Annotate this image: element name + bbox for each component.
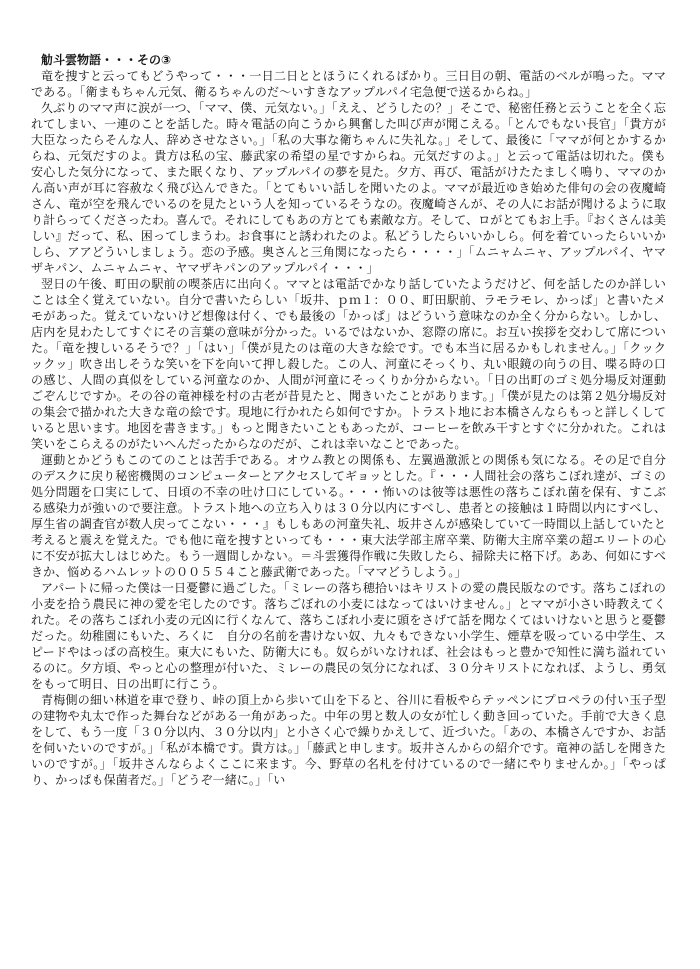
paragraph-6: 青梅側の細い林道を車で登り、峠の頂上から歩いて山を下ると、谷川に看板やらテッペンにプロペラの付い玉子型の建物や丸太で作った舞台などがある一角があった。中年の男と数人の女が忙しく動き回っていた。手前で大きく息をして、もう一度「３０分以内、３０分以内」と小さく心で繰りかえして、近づいた。「あの、本橋さんですか、お話を伺いたいのですが。」「私が本橋です。貴方は。」「藤武と申します。坂井さんからの紹介です。竜神の話しを聞きたいのですが。」「坂井さんならよくここに来ます。今、野草の名札を付けているので一緒にやりませんか。」「やっぱり、かっぱも保菌者だ。」「どうぞ一緒に。」「い — [31, 693, 666, 787]
paragraph-4: 運動とかどうもこのてのことは苦手である。オウム教との関係も、左翼過激派との関係も気になる。その足で自分のデスクに戻り秘密機関のコンピューターとアクセスしてギョッとした。『・・・人間社会の落ちこぼれ達が、ゴミの処分問題を口実にして、日頃の不幸の吐け口にしている。・・・怖いのは彼等は悪性の落ちこぼれ菌を保有、すこぶる感染力が強いので要注意。トラスト地への立ち入りは３０分以内にすべし、患者との接触は１時間以内にすべし、厚生省の調査官が数人戻ってこない・・・』もしもあの河童失礼、坂井さんが感染していて一時間以上話していたと考えると震えを覚えた。でも他に竜を捜すといっても・・・東大法学部主席卒業、防衛大主席卒業の超エリートの心に不安が拡大しはじめた。もう一週間しかない。＝斗雲獲得作戦に失敗したら、掃除夫に格下げ。ああ、何如にすべきか、悩めるハムレットの００５５４こと藤武衛であった。「ママどうしよう。」 — [31, 453, 666, 579]
document-title: 觔斗雲物語・・・その③ — [41, 53, 172, 67]
paragraph-2: 久ぶりのママ声に涙が一つ、「ママ、僕、元気ない。」「ええ、どうしたの？」そこで、秘密任務と云うことを全く忘れてしまい、一連のことを話した。時々電話の向こうから興奮した叫び声が聞こえる。「とんでもない長官」「貴方が大臣なったらそんな人、辞めさせなさい。」「私の大事な衛ちゃんに失礼な。」そして、最後に「ママが何とかするからね、元気だすのよ。貴方は私の宝、藤武家の希望の星ですからね。元気だすのよ。」と云って電話は切れた。僕も安心した気分になって、また眠くなり、アップルパイの夢を見た。夕方、再び、電話がけたたましく鳴り、ママのかん高い声が耳に容赦なく飛び込んできた。「とてもいい話しを聞いたのよ。ママが最近ゆき始めた俳句の会の夜魔崎さん、竜が空を飛んでいるのを見たという人を知っているそうなの。夜魔崎さんが、その人にお話が聞けるように取り計らってくださったわ。喜んで。それにしてもあの方とても素敵な方。そして、ロがとてもお上手。『おくさんは美しい』だって、私、困ってしまうわ。お食事にと誘われたのよ。私どうしたらいいかしら。何を着ていったらいいかしら、アアどういしましょう。恋の予感。奥さんと三角関になったら・・・・」「ムニャムニャ、アップルパイ、ヤマザキパン、ムニャムニャ、ヤマザキパンのアップルパイ・・・」 — [31, 101, 666, 275]
paragraph-3: 翌日の午後、町田の駅前の喫茶店に出向く。ママとは電話でかなり話していたようだけど、何を話したのか詳しいことは全く覚えていない。自分で書いたらしい「坂井、ｐｍ１：００、町田駅前、ラモラモレ、かっぱ」と書いたメモがあった。覚えていないけど想像は付く、でも最後の「かっぱ」はどういう意味なのか全く分からない。しかし、店内を見わたしてすぐにその言葉の意味が分かった。いるではないか、窓際の席に。お互い挨拶を交わして席についた。「竜を捜しいるそうで？」「はい」「僕が見たのは竜の大きな絵です。でも本当に居るかもしれません。」「クックックッ」吹き出しそうな笑いを下を向いて押し殺した。この人、河童にそっくり、丸い眼鏡の向うの目、喋る時の口の感じ、人間の真似をしている河童なのか、人間が河童にそっくりか分からない。「日の出町のゴミ処分場反対運動ごぞんじですか。その谷の竜神様を村の古老が昔見たと、聞きいたことがあります。」「僕が見たのは第２処分場反対の集会で描かれた大きな竜の絵です。現地に行かれたら如何ですか。トラスト地にお本橋さんならもっと詳しくしていると思います。地図を書きます。」もっと聞きたいこともあったが、コーヒーを飲み干すとすぐに分かれた。これは笑いをこらえるのがたいへんだったからなのだが、これは幸いなことであった。 — [31, 277, 666, 451]
paragraph-5: アパートに帰った僕は一日憂鬱に過ごした。「ミレーの落ち穂拾いはキリストの愛の農民版なのです。落ちこぼれの小麦を拾う農民に神の愛を宅したのです。落ちごぼれの小麦にはなってはいけません。」とママが小さい時教えてくれた。その落ちこぼれ小麦の元凶に行くなんて、落ちこぼれ小麦に頭をさげて話を聞なくてはいけないと思うと憂鬱だった。幼稚園にもいた、ろくに 自分の名前を書けない奴、九々もできない小学生、煙草を吸っている中学生、スピードやはっぱの高校生。東大にもいた、防衛大にも。奴らがいなければ、社会はもっと豊かで知性に満ち溢れているのに。夕方頃、やっと心の整理が付いた、ミレーの農民の気分になれば、３０分キリストになれば、ようし、勇気をもって明日、日の出町に行こう。 — [31, 581, 666, 691]
document-page — [31, 52, 666, 952]
document-body — [31, 68, 666, 788]
paragraph-1: 竜を捜すと云ってもどうやって・・・一日二日ととほうにくれるばかり。三日目の朝、電話のベルが鳴った。ママである。「衛まもちゃん元気、衛るちゃんのだ〜いすきなアップルパイ宅急便で送るからね。」 — [31, 69, 666, 99]
